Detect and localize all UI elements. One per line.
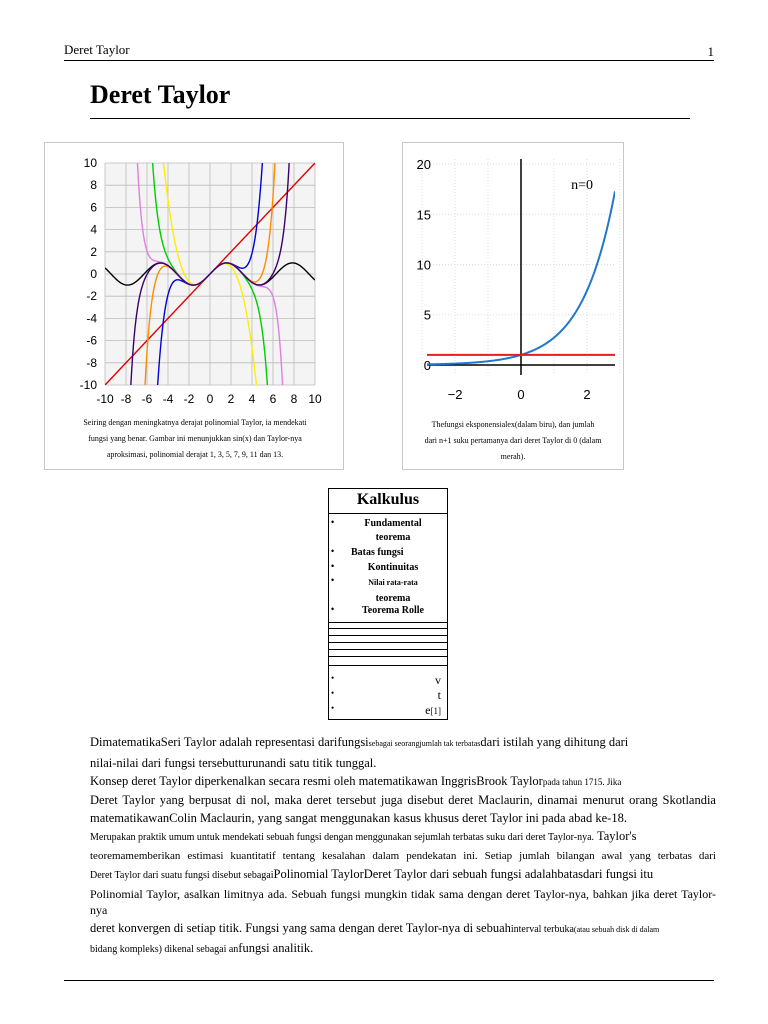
infobox-divider [329, 649, 447, 650]
paragraph-practice [90, 828, 716, 958]
infobox-divider [329, 628, 447, 629]
bullet: • [331, 673, 335, 683]
nav-label: v [435, 673, 441, 687]
infobox-item-label: Nilai rata-rata [368, 578, 418, 587]
page-number: 1 [707, 44, 714, 59]
infobox-divider [329, 642, 447, 643]
infobox-item-label: Batas fungsi [351, 547, 404, 558]
x-tick-label: 0 [206, 392, 214, 406]
text: Deret Taylor dari suatu fungsi disebut sebagai [90, 870, 274, 881]
running-header [64, 42, 714, 58]
infobox-item[interactable] [329, 604, 447, 618]
calculus-infobox [328, 488, 448, 720]
x-tick-label: -4 [162, 392, 174, 406]
infobox-item-label: teorema [375, 593, 411, 604]
y-tick-label: 8 [90, 178, 97, 193]
infobox-divider [329, 622, 447, 623]
y-tick-label: 2 [90, 244, 97, 259]
x-tick-label: 2 [227, 392, 235, 406]
nav-label: e [425, 703, 431, 717]
infobox-item[interactable] [329, 575, 447, 607]
x-tick-label: -6 [141, 392, 153, 406]
text: Polinomial Taylor, asalkan limitnya ada. Sebuah fungsi mungkin tidak sama dengan deret Taylor-nya, bahkan jika deret Taylor-nya [90, 887, 716, 917]
y-tick-label: 15 [416, 207, 431, 223]
footer-divider [64, 980, 714, 981]
text: Merupakan praktik umum untuk mendekati sebuah fungsi dengan menggunakan sejumlah terbatas suku dari deret Taylor-nya. [90, 832, 595, 843]
y-tick-label: -2 [86, 289, 97, 304]
y-tick-label: 0 [423, 357, 431, 373]
y-tick-label: 20 [416, 157, 431, 173]
infobox-item-label: Teorema Rolle [362, 605, 424, 616]
x-tick-label: -10 [96, 392, 114, 406]
text: fungsi analitik. [238, 941, 314, 955]
header-divider [64, 60, 714, 61]
x-tick-label: 6 [269, 392, 277, 406]
sine-taylor-chart [45, 143, 343, 413]
x-tick-label: 8 [290, 392, 298, 406]
paragraph-intro [90, 734, 716, 771]
text: (atau sebuah disk di dalam [573, 925, 660, 934]
y-tick-label: 5 [423, 307, 431, 323]
infobox-item-label: Fundamental [364, 518, 422, 529]
figure-caption [49, 415, 341, 463]
text: teoremamemberikan estimasi kuantitatif tentang kesalahan dalam pendekatan ini. Setiap jumlah bilangan awal yang terbatas dari [90, 850, 716, 862]
x-tick-label: 0 [517, 387, 525, 402]
bullet: • [331, 575, 335, 585]
text: nilai-nilai dari fungsi tersebutturunandi satu titik tunggal. [90, 756, 377, 770]
page-title: Deret Taylor [90, 80, 231, 109]
y-tick-label: -10 [79, 378, 97, 392]
bullet: • [331, 604, 335, 614]
y-tick-label: -4 [86, 311, 97, 326]
bullet: • [331, 688, 335, 698]
text: sebagai seorangjumlah tak terbatas [368, 739, 481, 748]
text: deret konvergen di setiap titik. Fungsi yang sama dengan deret Taylor-nya di sebuah [90, 921, 511, 935]
caption-line: Seiring dengan meningkatnya derajat polinomial Taylor, ia mendekati [83, 418, 307, 427]
y-tick-label: 10 [83, 156, 97, 170]
caption-line: dari n+1 suku pertamanya dari deret Taylor di 0 (dalam [424, 436, 602, 445]
reference-mark[interactable]: [1] [430, 706, 441, 716]
caption-line: merah). [500, 452, 526, 461]
running-title: Deret Taylor [64, 42, 130, 57]
x-tick-label: 2 [583, 387, 591, 402]
bullet: • [331, 517, 335, 527]
y-tick-label: -8 [86, 355, 97, 370]
infobox-title: Kalkulus [356, 491, 420, 508]
infobox-item-label: Kontinuitas [367, 562, 419, 573]
x-tick-label: 4 [248, 392, 256, 406]
nav-label: t [437, 688, 441, 702]
infobox-divider [329, 656, 447, 657]
infobox-item[interactable] [329, 561, 447, 575]
x-tick-label: −2 [447, 387, 463, 402]
series-annotation: n=0 [571, 178, 593, 194]
figure-exp-taylor [402, 142, 624, 470]
caption-line: aproksimasi, polinomial derajat 1, 3, 5, 7, 9, 11 dan 13. [106, 450, 284, 459]
y-tick-label: 0 [90, 267, 97, 281]
y-tick-label: 6 [90, 200, 97, 215]
y-tick-label: -6 [86, 333, 97, 348]
text: matematikawanColin Maclaurin, yang sangat menggunakan kasus khusus deret Taylor ini pada abad ke-18. [90, 811, 627, 825]
exp-taylor-chart [403, 143, 623, 415]
text: interval terbuka [510, 924, 574, 935]
text: Polinomial TaylorDeret Taylor dari sebuah fungsi adalahbatasdari fungsi itu [273, 867, 654, 881]
x-tick-label: -8 [120, 392, 132, 406]
paragraph-history [90, 773, 716, 826]
caption-line: fungsi yang benar. Gambar ini menunjukkan sin(x) dan Taylor-nya [88, 434, 302, 443]
text: Taylor's [594, 829, 637, 843]
x-tick-label: -2 [183, 392, 195, 406]
y-tick-label: 4 [90, 222, 97, 237]
text: Konsep deret Taylor diperkenalkan secara resmi oleh matematikawan InggrisBrook Taylor [90, 774, 543, 788]
text: bidang kompleks) dikenal sebagai an [90, 944, 239, 955]
text: pada tahun 1715. Jika [542, 777, 622, 787]
x-tick-label: 10 [308, 392, 322, 406]
caption-line: Thefungsi eksponensialex(dalam biru), dan jumlah [431, 420, 595, 429]
infobox-item[interactable] [329, 546, 447, 560]
figure-sine-taylor [44, 142, 344, 470]
infobox-item[interactable] [329, 517, 447, 545]
infobox-divider [329, 635, 447, 636]
title-divider [90, 118, 690, 119]
infobox-item-label: teorema [375, 532, 411, 543]
bullet: • [331, 703, 335, 713]
text: dari istilah yang dihitung dari [480, 735, 629, 749]
text: DimatematikaSeri Taylor adalah representasi darifungsi [90, 735, 369, 749]
infobox-divider [329, 665, 447, 666]
bullet: • [331, 546, 335, 556]
infobox-divider [329, 513, 447, 514]
figure-caption [405, 417, 621, 465]
bullet: • [331, 561, 335, 571]
text: Deret Taylor yang berpusat di nol, maka deret tersebut juga disebut deret Maclaurin, dinamai menurut orang Skotlandia [90, 793, 716, 807]
y-tick-label: 10 [416, 257, 431, 273]
